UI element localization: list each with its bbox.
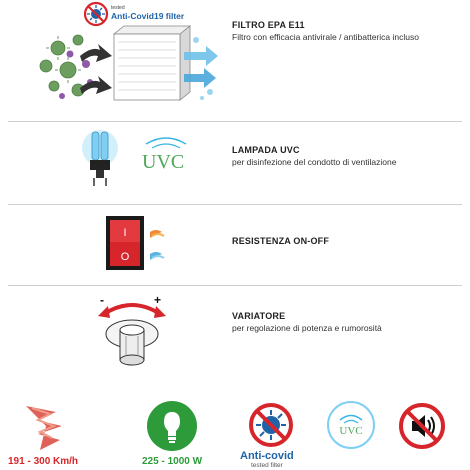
uvc-logo-icon [142,138,186,173]
speed-label: 191 - 300 Km/h [8,456,79,467]
filter-box-icon [114,26,190,100]
feature-desc: per regolazione di potenza e rumorosità [232,323,382,333]
speed-icon [16,398,76,454]
feature-title: FILTRO EPA E11 [232,20,305,30]
variator-minus: - [100,293,104,307]
uvc-text: UVC [142,151,185,173]
feature-variator [232,311,382,333]
feature-desc: per disinfezione del condotto di ventilazione [232,157,397,167]
feature-resistance [232,236,329,246]
switch-off-label: O [120,251,130,263]
anti-covid-sublabel: tested filter [251,462,283,469]
arrow-in-icon [80,44,112,62]
uvc-badge-icon [326,400,376,450]
feature-title: RESISTENZA ON-OFF [232,236,330,246]
separator [8,204,462,205]
anti-covid-label: Anti-covid [240,450,294,462]
uvc-lamp-icon [82,130,118,186]
separator [8,285,462,286]
power-icon [146,400,198,452]
filter-illustration [34,0,220,108]
rotate-arrow-icon [104,305,160,314]
badge-small-text: tested [111,5,125,11]
heat-waves-icon [150,230,164,260]
variator-illustration [92,292,172,372]
switch-illustration [104,214,174,274]
arrow-in-icon [80,76,112,94]
feature-uvc [232,145,396,167]
variator-plus: + [154,293,162,307]
feature-title: LAMPADA UVC [232,145,300,155]
badge-main-text: Anti-Covid19 filter [111,11,185,21]
power-label: 225 - 1000 W [142,456,203,467]
no-noise-icon [398,402,446,450]
separator [8,121,462,122]
knob-icon [106,320,158,365]
uvc-lamp-illustration [74,126,214,198]
anti-covid-badge [85,3,107,25]
feature-desc: Filtro con efficacia antivirale / antibatterica incluso [232,32,419,42]
feature-title: VARIATORE [232,311,286,321]
switch-on-label: I [123,227,127,239]
uvc-badge-text: UVC [339,425,363,437]
feature-filter [232,20,419,42]
anti-covid-icon [248,402,294,448]
on-off-switch-icon [106,216,144,270]
